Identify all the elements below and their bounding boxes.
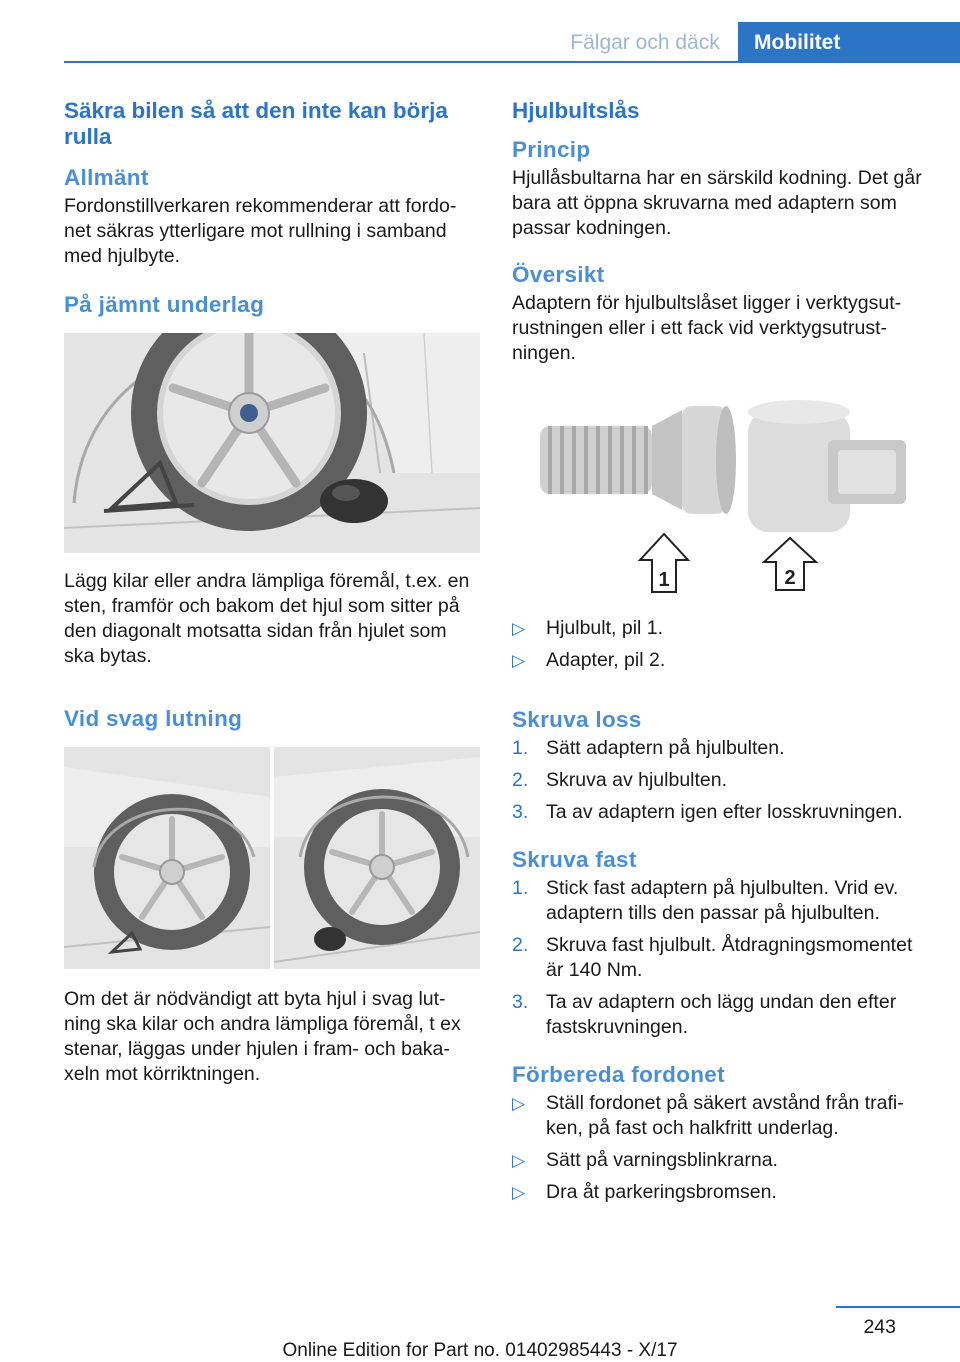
- text-principle: Hjullåsbultarna har en särskild kodning. Det går bara att öppna skruvarna med adaptern som passar kodningen.: [512, 167, 922, 239]
- text-flat-ground: Lägg kilar eller andra lämpliga föremål, t.ex. en sten, framför och bakom det hjul som sitter på den diagonalt motsatta sidan från hjulet som ska bytas.: [64, 570, 470, 667]
- list-item-text: Sätt på varningsblinkrarna.: [546, 1149, 778, 1171]
- triangle-bullet-icon: ▷: [512, 1183, 526, 1202]
- triangle-bullet-icon: ▷: [512, 1151, 526, 1170]
- arrow-label-1: 1: [658, 569, 670, 591]
- list-item: [512, 1180, 932, 1205]
- text-slope: Om det är nödvändigt att byta hjul i svag lut-ning ska kilar och andra lämpliga föremål, t ex stenar, läggas under hjulen i fram- och baka-xeln mot körriktningen.: [64, 988, 461, 1085]
- text-general: Fordonstillverkaren rekommenderar att fordo-net säkras ytterligare mot rullning i samband med hjulbyte.: [64, 195, 457, 267]
- list-item: [512, 1091, 932, 1141]
- list-item: [512, 768, 932, 793]
- triangle-bullet-icon: ▷: [512, 651, 526, 670]
- list-item: [512, 736, 932, 761]
- list-item-text: Dra åt parkeringsbromsen.: [546, 1181, 777, 1203]
- list-item-text: Hjulbult, pil 1.: [546, 617, 664, 639]
- section-title-lock-bolt: Hjulbultslås: [512, 98, 640, 123]
- chapter-tab[interactable]: Mobilitet: [738, 22, 960, 62]
- step-number: 3.: [512, 991, 529, 1013]
- triangle-bullet-icon: ▷: [512, 619, 526, 638]
- list-item-text: Sätt adaptern på hjulbulten.: [546, 737, 785, 759]
- heading-loosen: Skruva loss: [512, 707, 642, 732]
- adapter-illustration: [748, 400, 906, 532]
- page-number: 243: [863, 1316, 896, 1338]
- photo-flat-ground: [64, 333, 480, 553]
- section-tab[interactable]: Fälgar och däck: [570, 31, 720, 54]
- heading-general: Allmänt: [64, 165, 149, 190]
- list-item: [512, 990, 932, 1040]
- list-item-text: Adapter, pil 2.: [546, 649, 666, 671]
- list-item: [512, 1148, 932, 1173]
- heading-tighten: Skruva fast: [512, 847, 637, 872]
- list-item-text: Stick fast adaptern på hjulbulten. Vrid ev. adaptern tills den passar på hjulbulten.: [546, 877, 899, 924]
- arrow-2: [764, 538, 816, 590]
- slope-chock-illustration: [64, 747, 480, 969]
- loosen-steps: [512, 736, 932, 825]
- list-item-text: Skruva av hjulbulten.: [546, 769, 728, 791]
- step-number: 3.: [512, 801, 529, 823]
- step-number: 1.: [512, 737, 529, 759]
- list-item: [512, 800, 932, 825]
- text-overview: Adaptern för hjulbultslåset ligger i verktygsut-rustningen eller i ett fack vid verktygsutrust-ningen.: [512, 292, 902, 364]
- figure-bolt-adapter: [512, 366, 932, 616]
- triangle-bullet-icon: ▷: [512, 1094, 526, 1113]
- step-number: 2.: [512, 769, 529, 791]
- list-item-text: Ställ fordonet på säkert avstånd från trafi-ken, på fast och halkfritt underlag.: [546, 1092, 904, 1139]
- heading-prepare-vehicle: Förbereda fordonet: [512, 1062, 725, 1087]
- list-item-text: Skruva fast hjulbult. Åtdragningsmomentet är 140 Nm.: [546, 934, 913, 981]
- right-column: [512, 98, 932, 1212]
- left-column: [64, 98, 482, 1087]
- arrow-1: [640, 534, 688, 592]
- wheel-chock-illustration: [64, 333, 480, 553]
- list-item: [512, 876, 932, 926]
- edition-footer: Online Edition for Part no. 01402985443 - X/17: [282, 1340, 678, 1361]
- prepare-list: [512, 1091, 932, 1205]
- header-divider: [64, 61, 960, 63]
- step-number: 1.: [512, 877, 529, 899]
- list-item: [512, 648, 932, 673]
- footer-divider: [836, 1306, 960, 1308]
- heading-slope: Vid svag lutning: [64, 706, 243, 731]
- tighten-steps: [512, 876, 932, 1040]
- arrow-label-2: 2: [784, 567, 796, 589]
- bolt-adapter-illustration: [512, 366, 932, 616]
- list-item: [512, 933, 932, 983]
- heading-overview: Översikt: [512, 262, 605, 287]
- section-title-chocks: Säkra bilen så att den inte kan börja rulla: [64, 98, 448, 149]
- heading-principle: Princip: [512, 137, 591, 162]
- overview-list: [512, 616, 932, 673]
- heading-flat-ground: På jämnt underlag: [64, 292, 265, 317]
- photo-slope: [64, 747, 480, 969]
- list-item: [512, 616, 932, 641]
- list-item-text: Ta av adaptern igen efter losskruvningen.: [546, 801, 903, 823]
- list-item-text: Ta av adaptern och lägg undan den efter fastskruvningen.: [546, 991, 897, 1038]
- step-number: 2.: [512, 934, 529, 956]
- bolt-illustration: [540, 406, 736, 514]
